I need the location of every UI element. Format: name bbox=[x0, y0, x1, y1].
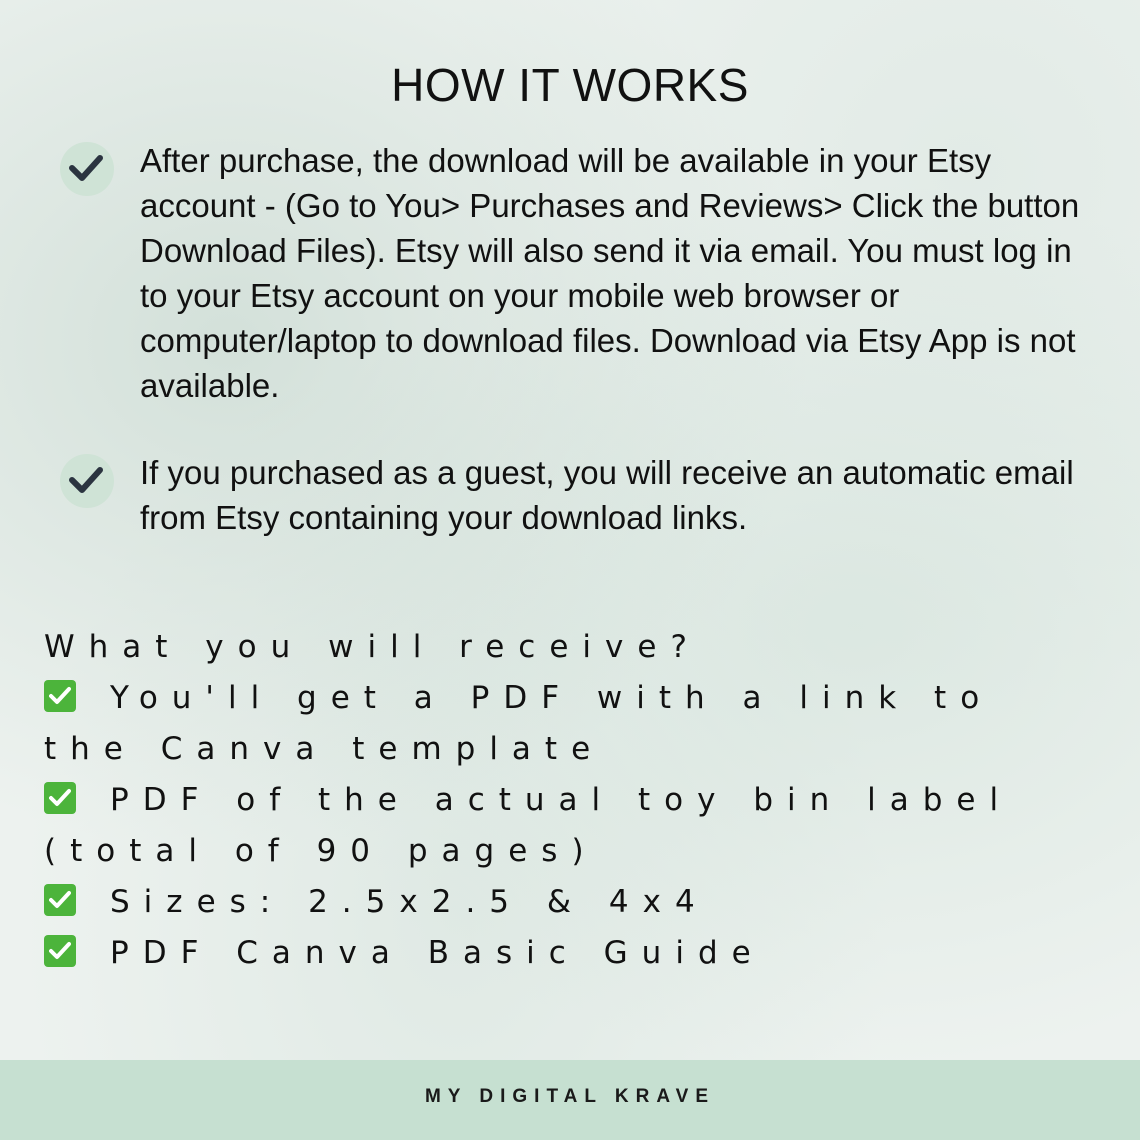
footer-banner bbox=[0, 1060, 1140, 1140]
brand-name: MY DIGITAL KRAVE bbox=[424, 1086, 716, 1107]
checkmark-icon bbox=[60, 454, 114, 508]
receive-item bbox=[44, 673, 1104, 775]
step-text: After purchase, the download will be available in your Etsy account - (Go to You> Purchases and Reviews> Click the button Download Files). Etsy will also send it via email. You must log in to your Etsy account on your mobile web browser or computer/laptop to download files. Download via Etsy App is not available. bbox=[140, 142, 1080, 404]
checkmark-icon bbox=[60, 142, 114, 196]
green-checkbox-icon bbox=[44, 680, 76, 712]
receive-heading: What you will receive? bbox=[44, 629, 701, 665]
page-title: HOW IT WORKS bbox=[391, 59, 749, 111]
receive-item bbox=[44, 877, 1104, 928]
receive-item-text: PDF Canva Basic Guide bbox=[110, 935, 765, 971]
receive-item bbox=[44, 928, 1104, 979]
green-checkbox-icon bbox=[44, 782, 76, 814]
receive-item-text: You'll get a PDF with a link to the Canva template bbox=[44, 680, 994, 767]
green-checkbox-icon bbox=[44, 935, 76, 967]
step-text: If you purchased as a guest, you will receive an automatic email from Etsy containing your download links. bbox=[140, 454, 1074, 536]
receive-item bbox=[44, 775, 1104, 877]
receive-item-text: Sizes: 2.5x2.5 & 4x4 bbox=[110, 884, 709, 920]
green-checkbox-icon bbox=[44, 884, 76, 916]
receive-section bbox=[44, 622, 1104, 979]
receive-item-text: PDF of the actual toy bin label (total of 90 pages) bbox=[44, 782, 1013, 869]
